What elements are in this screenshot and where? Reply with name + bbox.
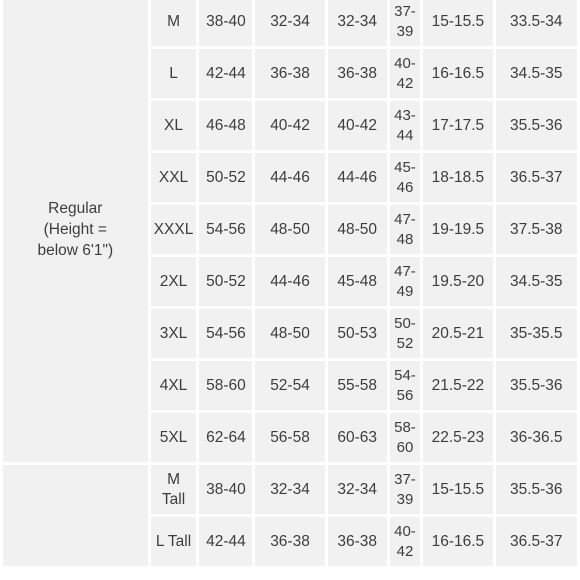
measure-cell-c6: 36.5-37 <box>496 517 578 566</box>
measure-cell-c6: 34.5-35 <box>496 257 578 306</box>
measure-cell-c3: 44-46 <box>328 153 387 202</box>
measure-cell-c2: 32-34 <box>255 0 324 46</box>
measure-cell-c3: 60-63 <box>328 413 387 462</box>
measure-line: 46 <box>396 178 414 196</box>
group-label-cell <box>3 465 148 566</box>
measure-cell-c6: 33.5-34 <box>496 0 578 46</box>
size-cell <box>151 257 197 306</box>
group-label-line: (Height = <box>43 221 107 238</box>
measure-cell-c4 <box>390 101 421 150</box>
measure-line: 47- <box>394 210 416 228</box>
measure-cell-c3: 48-50 <box>328 205 387 254</box>
measure-line: 48 <box>396 230 414 248</box>
measure-cell-c4 <box>390 309 421 358</box>
measure-cell-c2: 44-46 <box>255 153 324 202</box>
size-label-line: Tall <box>161 490 186 508</box>
measure-cell-c1: 50-52 <box>199 257 252 306</box>
measure-cell-c6: 35-35.5 <box>496 309 578 358</box>
measure-cell-c1: 62-64 <box>199 413 252 462</box>
measure-line: 39 <box>396 22 414 40</box>
measure-line: 45- <box>394 158 416 176</box>
size-label-line: XXXL <box>153 220 194 238</box>
group-label-line: below 6'1") <box>37 242 114 259</box>
measure-cell-c3: 45-48 <box>328 257 387 306</box>
measure-cell-c4 <box>390 517 421 566</box>
measure-cell-c6: 35.5-36 <box>496 465 578 514</box>
measure-cell-c6: 36.5-37 <box>496 153 578 202</box>
measure-cell-c3: 32-34 <box>328 465 387 514</box>
measure-cell-c2: 40-42 <box>255 101 324 150</box>
measure-cell-c4 <box>390 465 421 514</box>
measure-line: 40- <box>394 54 416 72</box>
size-cell <box>151 153 197 202</box>
size-cell <box>151 309 197 358</box>
measure-cell-c6: 37.5-38 <box>496 205 578 254</box>
measure-cell-c5: 20.5-21 <box>423 309 492 358</box>
measure-cell-c1: 42-44 <box>199 49 252 98</box>
size-cell <box>151 361 197 410</box>
group-label-line: Regular <box>48 200 103 217</box>
measure-line: 60 <box>396 438 414 456</box>
measure-cell-c1: 58-60 <box>199 361 252 410</box>
measure-cell-c1: 50-52 <box>199 153 252 202</box>
size-cell <box>151 0 197 46</box>
measure-cell-c2: 32-34 <box>255 465 324 514</box>
measure-line: 39 <box>396 490 414 508</box>
measure-cell-c6: 36-36.5 <box>496 413 578 462</box>
size-cell <box>151 101 197 150</box>
measure-cell-c1: 38-40 <box>199 465 252 514</box>
measure-line: 54- <box>394 366 416 384</box>
measure-cell-c3: 55-58 <box>328 361 387 410</box>
measure-cell-c2: 36-38 <box>255 517 324 566</box>
measure-cell-c5: 16-16.5 <box>423 517 492 566</box>
measure-line: 47- <box>394 262 416 280</box>
measure-cell-c5: 16-16.5 <box>423 49 492 98</box>
size-cell <box>151 517 197 566</box>
size-cell <box>151 465 197 514</box>
measure-cell-c1: 38-40 <box>199 0 252 46</box>
measure-cell-c6: 35.5-36 <box>496 101 578 150</box>
measure-cell-c4 <box>390 257 421 306</box>
measure-cell-c2: 56-58 <box>255 413 324 462</box>
measure-cell-c5: 18-18.5 <box>423 153 492 202</box>
size-label-line: 5XL <box>159 428 188 446</box>
measure-line: 58- <box>394 418 416 436</box>
measure-cell-c3: 40-42 <box>328 101 387 150</box>
size-cell <box>151 205 197 254</box>
size-label-line: XL <box>164 116 183 134</box>
measure-cell-c5: 15-15.5 <box>423 0 492 46</box>
measure-cell-c1: 46-48 <box>199 101 252 150</box>
size-cell <box>151 49 197 98</box>
measure-cell-c4 <box>390 413 421 462</box>
measure-line: 42 <box>396 542 414 560</box>
measure-line: 56 <box>396 386 414 404</box>
measure-cell-c4 <box>390 153 421 202</box>
measure-cell-c3: 36-38 <box>328 517 387 566</box>
measure-line: 40- <box>394 522 416 540</box>
measure-cell-c5: 19.5-20 <box>423 257 492 306</box>
measure-line: 42 <box>396 74 414 92</box>
measure-line: 49 <box>396 282 414 300</box>
size-label-line: 4XL <box>159 376 188 394</box>
measure-cell-c5: 21.5-22 <box>423 361 492 410</box>
measure-cell-c4 <box>390 49 421 98</box>
measure-cell-c3: 50-53 <box>328 309 387 358</box>
size-label-line: 3XL <box>159 324 188 342</box>
group-label-cell <box>3 0 148 462</box>
measure-cell-c5: 22.5-23 <box>423 413 492 462</box>
measure-cell-c5: 17-17.5 <box>423 101 492 150</box>
measure-cell-c2: 48-50 <box>255 205 324 254</box>
measure-line: 52 <box>396 334 414 352</box>
measure-cell-c2: 52-54 <box>255 361 324 410</box>
measure-cell-c4 <box>390 361 421 410</box>
size-cell <box>151 413 197 462</box>
measure-line: 43- <box>394 106 416 124</box>
measure-cell-c5: 19-19.5 <box>423 205 492 254</box>
size-label-line: M <box>167 470 180 488</box>
measure-cell-c4 <box>390 205 421 254</box>
measure-cell-c2: 48-50 <box>255 309 324 358</box>
measure-line: 37- <box>394 2 416 20</box>
measure-cell-c1: 54-56 <box>199 205 252 254</box>
measure-cell-c6: 35.5-36 <box>496 361 578 410</box>
measure-line: 44 <box>396 126 414 144</box>
size-label-line: M <box>167 12 180 30</box>
measure-cell-c1: 54-56 <box>199 309 252 358</box>
size-label-line: XXL <box>158 168 189 186</box>
measure-line: 37- <box>394 470 416 488</box>
measure-cell-c2: 36-38 <box>255 49 324 98</box>
measure-cell-c1: 42-44 <box>199 517 252 566</box>
size-label-line: 2XL <box>159 272 188 290</box>
measure-cell-c2: 44-46 <box>255 257 324 306</box>
table-row <box>3 465 577 514</box>
table-row <box>3 0 577 46</box>
measure-cell-c3: 32-34 <box>328 0 387 46</box>
measure-cell-c5: 15-15.5 <box>423 465 492 514</box>
measure-cell-c3: 36-38 <box>328 49 387 98</box>
measure-cell-c4 <box>390 0 421 46</box>
size-label-line: L Tall <box>155 532 192 550</box>
measure-line: 50- <box>394 314 416 332</box>
size-label-line: L <box>169 64 178 82</box>
measure-cell-c6: 34.5-35 <box>496 49 578 98</box>
